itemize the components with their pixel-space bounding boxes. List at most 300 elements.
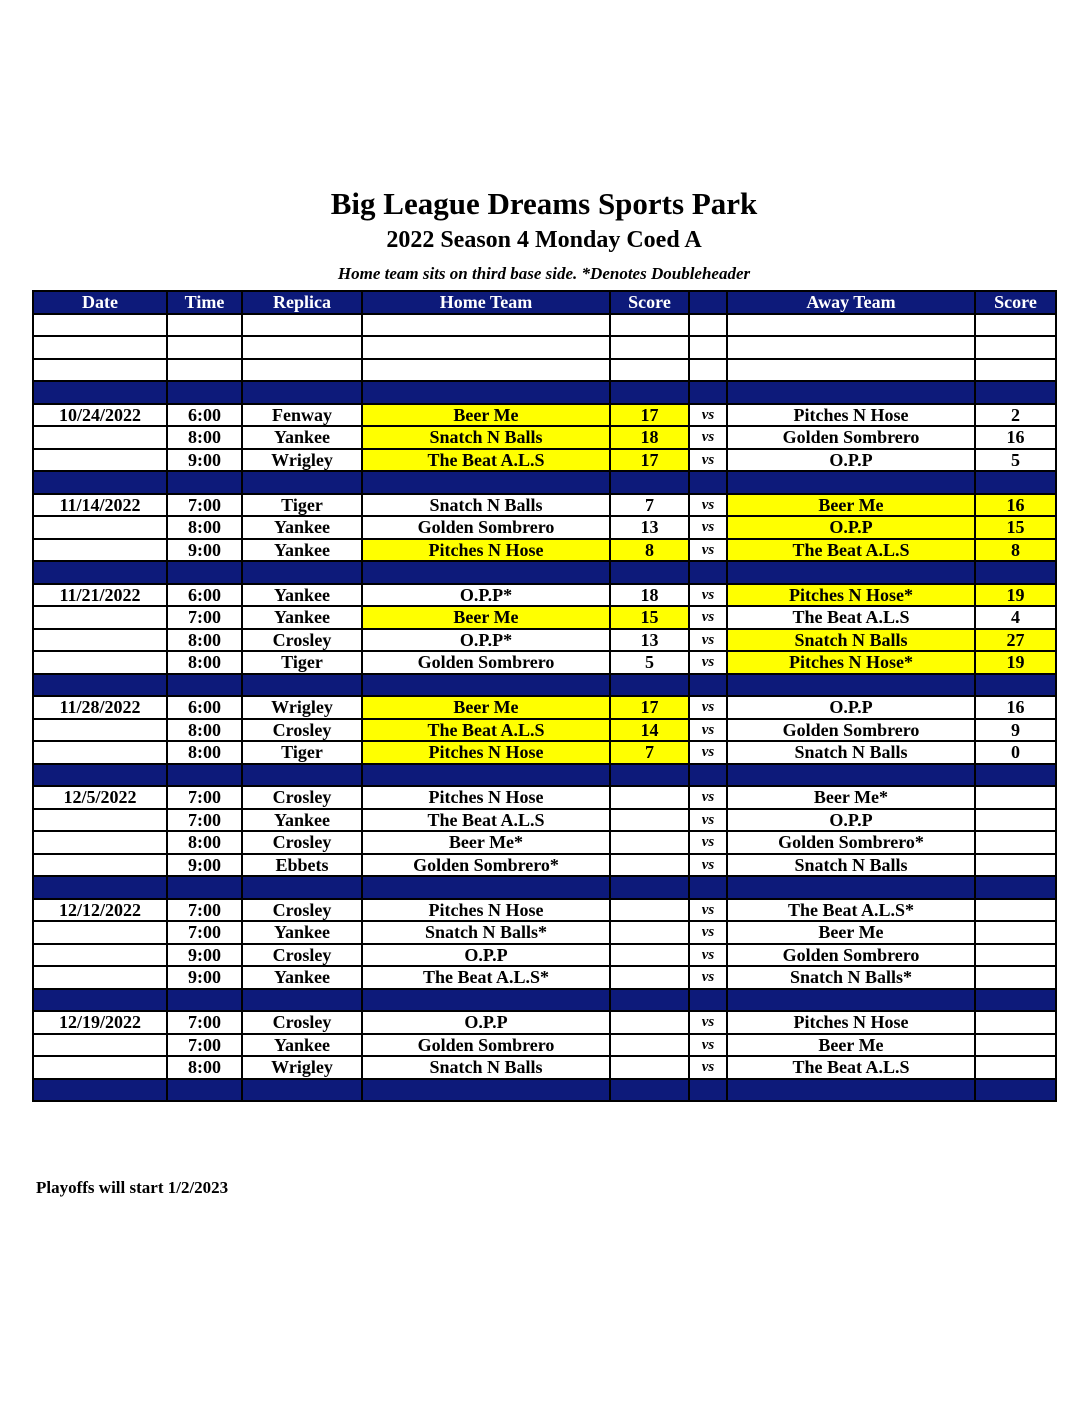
replica-cell	[242, 561, 362, 584]
home-score-cell	[610, 764, 689, 787]
home-team-cell	[362, 876, 610, 899]
away-score-cell	[975, 854, 1056, 877]
replica-cell	[242, 359, 362, 382]
replica-cell: Crosley	[242, 1011, 362, 1034]
time-cell: 9:00	[167, 944, 242, 967]
home-score-cell	[610, 876, 689, 899]
vs-cell	[689, 876, 727, 899]
replica-cell: Tiger	[242, 741, 362, 764]
away-team-cell: Golden Sombrero	[727, 426, 975, 449]
schedule-table	[32, 290, 1057, 1102]
vs-cell	[689, 471, 727, 494]
away-score-cell	[975, 966, 1056, 989]
date-cell	[33, 989, 167, 1012]
table-row	[33, 696, 1056, 719]
home-score-cell: 13	[610, 629, 689, 652]
away-score-cell	[975, 359, 1056, 382]
date-cell	[33, 944, 167, 967]
away-score-cell	[975, 381, 1056, 404]
home-team-cell: Pitches N Hose	[362, 539, 610, 562]
replica-cell: Ebbets	[242, 854, 362, 877]
week-separator-row	[33, 1079, 1056, 1102]
date-cell	[33, 359, 167, 382]
away-score-cell	[975, 674, 1056, 697]
vs-cell	[689, 674, 727, 697]
home-score-cell	[610, 966, 689, 989]
week-separator-row	[33, 561, 1056, 584]
home-score-cell	[610, 471, 689, 494]
home-team-cell: Beer Me	[362, 606, 610, 629]
week-separator-row	[33, 876, 1056, 899]
away-score-cell: 27	[975, 629, 1056, 652]
date-cell	[33, 966, 167, 989]
vs-cell: vs	[689, 584, 727, 607]
date-cell	[33, 1079, 167, 1102]
time-cell: 8:00	[167, 831, 242, 854]
vs-cell: vs	[689, 1056, 727, 1079]
home-score-cell: 18	[610, 426, 689, 449]
home-score-cell	[610, 674, 689, 697]
away-score-cell	[975, 899, 1056, 922]
replica-cell: Yankee	[242, 426, 362, 449]
home-score-cell: 7	[610, 741, 689, 764]
away-score-cell	[975, 989, 1056, 1012]
date-cell: 11/28/2022	[33, 696, 167, 719]
date-cell	[33, 809, 167, 832]
time-cell: 8:00	[167, 651, 242, 674]
away-score-cell	[975, 471, 1056, 494]
table-row	[33, 854, 1056, 877]
week-separator-row	[33, 764, 1056, 787]
home-team-cell	[362, 561, 610, 584]
date-cell	[33, 921, 167, 944]
time-cell: 7:00	[167, 899, 242, 922]
vs-cell	[689, 561, 727, 584]
home-score-cell	[610, 786, 689, 809]
replica-cell	[242, 674, 362, 697]
replica-cell: Yankee	[242, 809, 362, 832]
away-team-cell: Golden Sombrero*	[727, 831, 975, 854]
away-team-cell: Golden Sombrero	[727, 719, 975, 742]
away-team-cell: O.P.P	[727, 516, 975, 539]
time-cell	[167, 764, 242, 787]
away-score-cell: 19	[975, 584, 1056, 607]
away-team-cell: Beer Me	[727, 494, 975, 517]
replica-cell: Wrigley	[242, 1056, 362, 1079]
week-separator-row	[33, 381, 1056, 404]
date-cell	[33, 539, 167, 562]
home-team-cell: Snatch N Balls	[362, 1056, 610, 1079]
home-team-cell: The Beat A.L.S*	[362, 966, 610, 989]
vs-cell	[689, 381, 727, 404]
time-cell	[167, 674, 242, 697]
home-team-cell: Beer Me*	[362, 831, 610, 854]
vs-cell	[689, 336, 727, 359]
home-score-cell: 7	[610, 494, 689, 517]
home-score-cell	[610, 899, 689, 922]
home-score-cell	[610, 854, 689, 877]
time-cell: 9:00	[167, 539, 242, 562]
table-row	[33, 516, 1056, 539]
away-team-cell: The Beat A.L.S	[727, 606, 975, 629]
home-team-cell: Pitches N Hose	[362, 786, 610, 809]
table-row	[33, 651, 1056, 674]
away-team-cell: The Beat A.L.S	[727, 1056, 975, 1079]
away-team-cell	[727, 674, 975, 697]
date-cell	[33, 314, 167, 337]
vs-cell	[689, 764, 727, 787]
vs-cell: vs	[689, 854, 727, 877]
home-score-cell: 5	[610, 651, 689, 674]
playoffs-note: Playoffs will start 1/2/2023	[36, 1178, 229, 1197]
replica-cell: Fenway	[242, 404, 362, 427]
vs-cell: vs	[689, 1011, 727, 1034]
time-cell	[167, 314, 242, 337]
date-cell	[33, 561, 167, 584]
col-header-replica: Replica	[242, 291, 362, 314]
replica-cell: Crosley	[242, 831, 362, 854]
home-team-cell: Snatch N Balls*	[362, 921, 610, 944]
time-cell	[167, 561, 242, 584]
home-score-cell: 14	[610, 719, 689, 742]
replica-cell	[242, 764, 362, 787]
replica-cell: Yankee	[242, 539, 362, 562]
date-cell	[33, 426, 167, 449]
empty-row	[33, 359, 1056, 382]
week-separator-row	[33, 989, 1056, 1012]
time-cell: 7:00	[167, 1034, 242, 1057]
home-team-cell: Beer Me	[362, 696, 610, 719]
home-score-cell	[610, 989, 689, 1012]
date-cell	[33, 651, 167, 674]
home-team-cell	[362, 336, 610, 359]
col-header-home-team: Home Team	[362, 291, 610, 314]
vs-cell	[689, 1079, 727, 1102]
table-row	[33, 404, 1056, 427]
time-cell: 8:00	[167, 426, 242, 449]
date-cell	[33, 719, 167, 742]
table-row	[33, 1056, 1056, 1079]
vs-cell: vs	[689, 494, 727, 517]
away-team-cell: Beer Me	[727, 1034, 975, 1057]
date-cell	[33, 854, 167, 877]
home-team-cell: Snatch N Balls	[362, 494, 610, 517]
week-separator-row	[33, 471, 1056, 494]
replica-cell: Wrigley	[242, 449, 362, 472]
away-score-cell	[975, 764, 1056, 787]
away-score-cell	[975, 1056, 1056, 1079]
away-team-cell: Pitches N Hose*	[727, 651, 975, 674]
away-team-cell: Beer Me*	[727, 786, 975, 809]
away-team-cell	[727, 381, 975, 404]
replica-cell: Yankee	[242, 1034, 362, 1057]
time-cell: 7:00	[167, 606, 242, 629]
vs-cell: vs	[689, 741, 727, 764]
home-score-cell	[610, 944, 689, 967]
date-cell	[33, 336, 167, 359]
table-row	[33, 831, 1056, 854]
away-score-cell	[975, 1034, 1056, 1057]
home-team-cell	[362, 1079, 610, 1102]
time-cell: 6:00	[167, 584, 242, 607]
away-score-cell: 16	[975, 494, 1056, 517]
time-cell: 7:00	[167, 921, 242, 944]
home-team-cell: Pitches N Hose	[362, 899, 610, 922]
col-header-vs	[689, 291, 727, 314]
date-cell	[33, 381, 167, 404]
home-score-cell: 15	[610, 606, 689, 629]
away-team-cell: The Beat A.L.S	[727, 539, 975, 562]
replica-cell: Yankee	[242, 966, 362, 989]
date-cell: 12/19/2022	[33, 1011, 167, 1034]
table-row	[33, 966, 1056, 989]
table-row	[33, 944, 1056, 967]
away-team-cell: Pitches N Hose*	[727, 584, 975, 607]
away-score-cell: 5	[975, 449, 1056, 472]
page-title: Big League Dreams Sports Park	[330, 186, 758, 221]
away-team-cell: The Beat A.L.S*	[727, 899, 975, 922]
home-team-cell: O.P.P*	[362, 629, 610, 652]
away-score-cell	[975, 336, 1056, 359]
home-team-cell: O.P.P*	[362, 584, 610, 607]
replica-cell: Yankee	[242, 584, 362, 607]
home-score-cell: 17	[610, 696, 689, 719]
time-cell: 8:00	[167, 629, 242, 652]
vs-cell: vs	[689, 899, 727, 922]
time-cell: 7:00	[167, 494, 242, 517]
table-row	[33, 786, 1056, 809]
away-team-cell: Snatch N Balls	[727, 741, 975, 764]
home-score-cell	[610, 314, 689, 337]
vs-cell: vs	[689, 944, 727, 967]
date-cell	[33, 1056, 167, 1079]
home-score-cell: 8	[610, 539, 689, 562]
date-cell: 12/12/2022	[33, 899, 167, 922]
week-separator-row	[33, 674, 1056, 697]
date-cell	[33, 516, 167, 539]
away-team-cell: O.P.P	[727, 449, 975, 472]
away-team-cell: O.P.P	[727, 696, 975, 719]
table-row	[33, 494, 1056, 517]
date-cell	[33, 449, 167, 472]
home-score-cell: 18	[610, 584, 689, 607]
home-score-cell	[610, 336, 689, 359]
away-score-cell	[975, 921, 1056, 944]
time-cell: 6:00	[167, 696, 242, 719]
home-team-cell: O.P.P	[362, 1011, 610, 1034]
away-team-cell: Pitches N Hose	[727, 404, 975, 427]
away-team-cell: Beer Me	[727, 921, 975, 944]
header-row	[33, 291, 1056, 314]
replica-cell: Crosley	[242, 944, 362, 967]
vs-cell: vs	[689, 449, 727, 472]
time-cell: 7:00	[167, 1011, 242, 1034]
replica-cell: Crosley	[242, 786, 362, 809]
away-team-cell: Snatch N Balls	[727, 854, 975, 877]
table-row	[33, 1034, 1056, 1057]
away-score-cell: 0	[975, 741, 1056, 764]
vs-cell: vs	[689, 651, 727, 674]
empty-row	[33, 314, 1056, 337]
away-team-cell: Snatch N Balls	[727, 629, 975, 652]
col-header-date: Date	[33, 291, 167, 314]
away-score-cell	[975, 944, 1056, 967]
vs-cell: vs	[689, 539, 727, 562]
time-cell: 7:00	[167, 786, 242, 809]
table-row	[33, 606, 1056, 629]
date-cell	[33, 629, 167, 652]
time-cell: 6:00	[167, 404, 242, 427]
home-score-cell	[610, 1034, 689, 1057]
table-row	[33, 921, 1056, 944]
time-cell: 8:00	[167, 1056, 242, 1079]
date-cell	[33, 606, 167, 629]
home-team-cell: The Beat A.L.S	[362, 719, 610, 742]
empty-row	[33, 336, 1056, 359]
home-team-cell: Golden Sombrero*	[362, 854, 610, 877]
home-team-cell: Golden Sombrero	[362, 516, 610, 539]
vs-cell: vs	[689, 809, 727, 832]
home-score-cell	[610, 1056, 689, 1079]
time-cell: 8:00	[167, 741, 242, 764]
away-score-cell	[975, 876, 1056, 899]
home-score-cell	[610, 921, 689, 944]
home-score-cell	[610, 1079, 689, 1102]
home-team-cell: Golden Sombrero	[362, 1034, 610, 1057]
replica-cell: Crosley	[242, 719, 362, 742]
date-cell	[33, 674, 167, 697]
vs-cell: vs	[689, 921, 727, 944]
away-team-cell	[727, 561, 975, 584]
away-score-cell	[975, 831, 1056, 854]
table-row	[33, 584, 1056, 607]
away-score-cell	[975, 314, 1056, 337]
home-score-cell	[610, 561, 689, 584]
vs-cell: vs	[689, 786, 727, 809]
vs-cell: vs	[689, 606, 727, 629]
schedule-body	[33, 314, 1056, 1102]
replica-cell: Crosley	[242, 629, 362, 652]
away-team-cell: O.P.P	[727, 809, 975, 832]
replica-cell	[242, 1079, 362, 1102]
date-cell	[33, 831, 167, 854]
table-row	[33, 809, 1056, 832]
vs-cell: vs	[689, 516, 727, 539]
home-score-cell	[610, 809, 689, 832]
table-row	[33, 1011, 1056, 1034]
date-cell: 10/24/2022	[33, 404, 167, 427]
replica-cell	[242, 381, 362, 404]
home-team-cell	[362, 314, 610, 337]
home-score-cell	[610, 359, 689, 382]
date-cell: 12/5/2022	[33, 786, 167, 809]
home-score-cell	[610, 831, 689, 854]
vs-cell: vs	[689, 696, 727, 719]
time-cell	[167, 471, 242, 494]
time-cell	[167, 1079, 242, 1102]
home-score-cell: 17	[610, 404, 689, 427]
away-score-cell: 15	[975, 516, 1056, 539]
away-score-cell	[975, 1079, 1056, 1102]
away-score-cell	[975, 786, 1056, 809]
vs-cell	[689, 989, 727, 1012]
replica-cell	[242, 336, 362, 359]
replica-cell: Yankee	[242, 516, 362, 539]
home-team-cell	[362, 674, 610, 697]
time-cell	[167, 989, 242, 1012]
vs-cell: vs	[689, 719, 727, 742]
away-score-cell: 4	[975, 606, 1056, 629]
time-cell	[167, 359, 242, 382]
table-row	[33, 719, 1056, 742]
home-team-cell: The Beat A.L.S	[362, 449, 610, 472]
home-team-cell	[362, 359, 610, 382]
time-cell: 9:00	[167, 449, 242, 472]
away-score-cell: 2	[975, 404, 1056, 427]
vs-cell: vs	[689, 966, 727, 989]
away-team-cell	[727, 764, 975, 787]
date-cell: 11/14/2022	[33, 494, 167, 517]
time-cell	[167, 876, 242, 899]
away-team-cell	[727, 989, 975, 1012]
time-cell	[167, 381, 242, 404]
page-subtitle: 2022 Season 4 Monday Coed A	[386, 227, 702, 253]
away-score-cell: 8	[975, 539, 1056, 562]
replica-cell: Crosley	[242, 899, 362, 922]
home-score-cell: 13	[610, 516, 689, 539]
date-cell	[33, 741, 167, 764]
replica-cell	[242, 876, 362, 899]
time-cell: 9:00	[167, 854, 242, 877]
date-cell	[33, 1034, 167, 1057]
home-team-cell	[362, 764, 610, 787]
replica-cell	[242, 314, 362, 337]
table-row	[33, 741, 1056, 764]
home-team-cell: Snatch N Balls	[362, 426, 610, 449]
vs-cell	[689, 359, 727, 382]
away-score-cell	[975, 1011, 1056, 1034]
time-cell: 7:00	[167, 809, 242, 832]
away-score-cell	[975, 809, 1056, 832]
date-cell: 11/21/2022	[33, 584, 167, 607]
date-cell	[33, 876, 167, 899]
date-cell	[33, 471, 167, 494]
table-row	[33, 449, 1056, 472]
replica-cell	[242, 989, 362, 1012]
away-score-cell: 19	[975, 651, 1056, 674]
away-score-cell	[975, 561, 1056, 584]
away-team-cell	[727, 876, 975, 899]
col-header-home-score: Score	[610, 291, 689, 314]
home-team-cell: The Beat A.L.S	[362, 809, 610, 832]
doubleheader-note: Home team sits on third base side. *Denotes Doubleheader	[337, 264, 751, 283]
away-score-cell: 16	[975, 696, 1056, 719]
home-team-cell: Beer Me	[362, 404, 610, 427]
vs-cell: vs	[689, 1034, 727, 1057]
table-row	[33, 899, 1056, 922]
replica-cell: Yankee	[242, 921, 362, 944]
table-row	[33, 426, 1056, 449]
replica-cell: Yankee	[242, 606, 362, 629]
away-team-cell	[727, 471, 975, 494]
replica-cell	[242, 471, 362, 494]
vs-cell: vs	[689, 426, 727, 449]
time-cell: 9:00	[167, 966, 242, 989]
col-header-away-score: Score	[975, 291, 1056, 314]
replica-cell: Wrigley	[242, 696, 362, 719]
time-cell: 8:00	[167, 719, 242, 742]
away-team-cell	[727, 1079, 975, 1102]
